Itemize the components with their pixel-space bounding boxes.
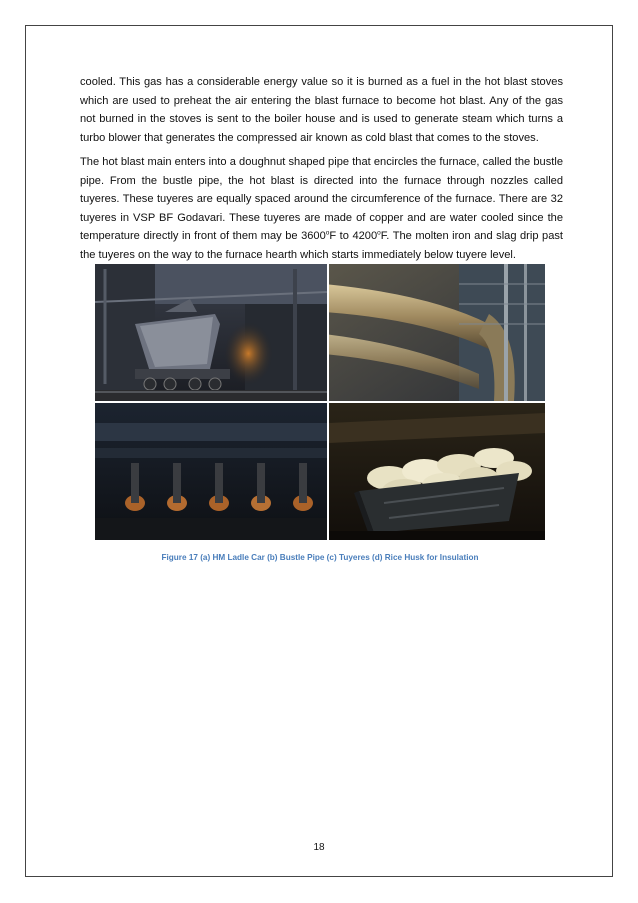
photo-tuyeres <box>95 403 327 540</box>
photo-bustle-pipe <box>329 264 545 401</box>
paragraph-2-part1: The hot blast main enters into a doughnut shaped pipe that encircles the furnace, called the bustle pipe. From the bustle pipe, the hot blast is directed into the furnace through nozzles called tuyeres. These tuyeres are equally spaced around the circumference of the furnace. There are 32 tuyeres in VSP BF Godavari. These tuyeres are made of copper and are water cooled since the temperature directly in front of them may be 3600 <box>80 156 563 243</box>
photo-hm-ladle-car <box>95 264 327 401</box>
figure-caption: Figure 17 (a) HM Ladle Car (b) Bustle Pipe (c) Tuyeres (d) Rice Husk for Insulation <box>161 553 479 562</box>
paragraph-2-part3: F. The molten iron and slag drip past the tuyeres on the way to the furnace hearth which starts immediately below tuyere level. <box>80 230 563 261</box>
figure-collage <box>95 264 545 540</box>
degree-symbol-2: o <box>377 229 381 237</box>
paragraph-2 <box>80 153 563 265</box>
paragraph-2-part2: F to 4200 <box>329 230 378 243</box>
paragraph-1-text: cooled. This gas has a considerable energy value so it is burned as a fuel in the hot blast stoves which are used to preheat the air entering the blast furnace to become hot blast. Any of the gas not burned in the stoves is sent to the boiler house and is used to generate steam which turns a turbo blower that generates the compressed air known as cold blast that comes to the stoves. <box>80 76 563 144</box>
paragraph-2-text <box>80 153 563 265</box>
degree-symbol-1: o <box>325 229 330 237</box>
page-number: 18 <box>313 842 325 853</box>
paragraph-1 <box>80 73 563 147</box>
photo-rice-husk <box>329 403 545 540</box>
